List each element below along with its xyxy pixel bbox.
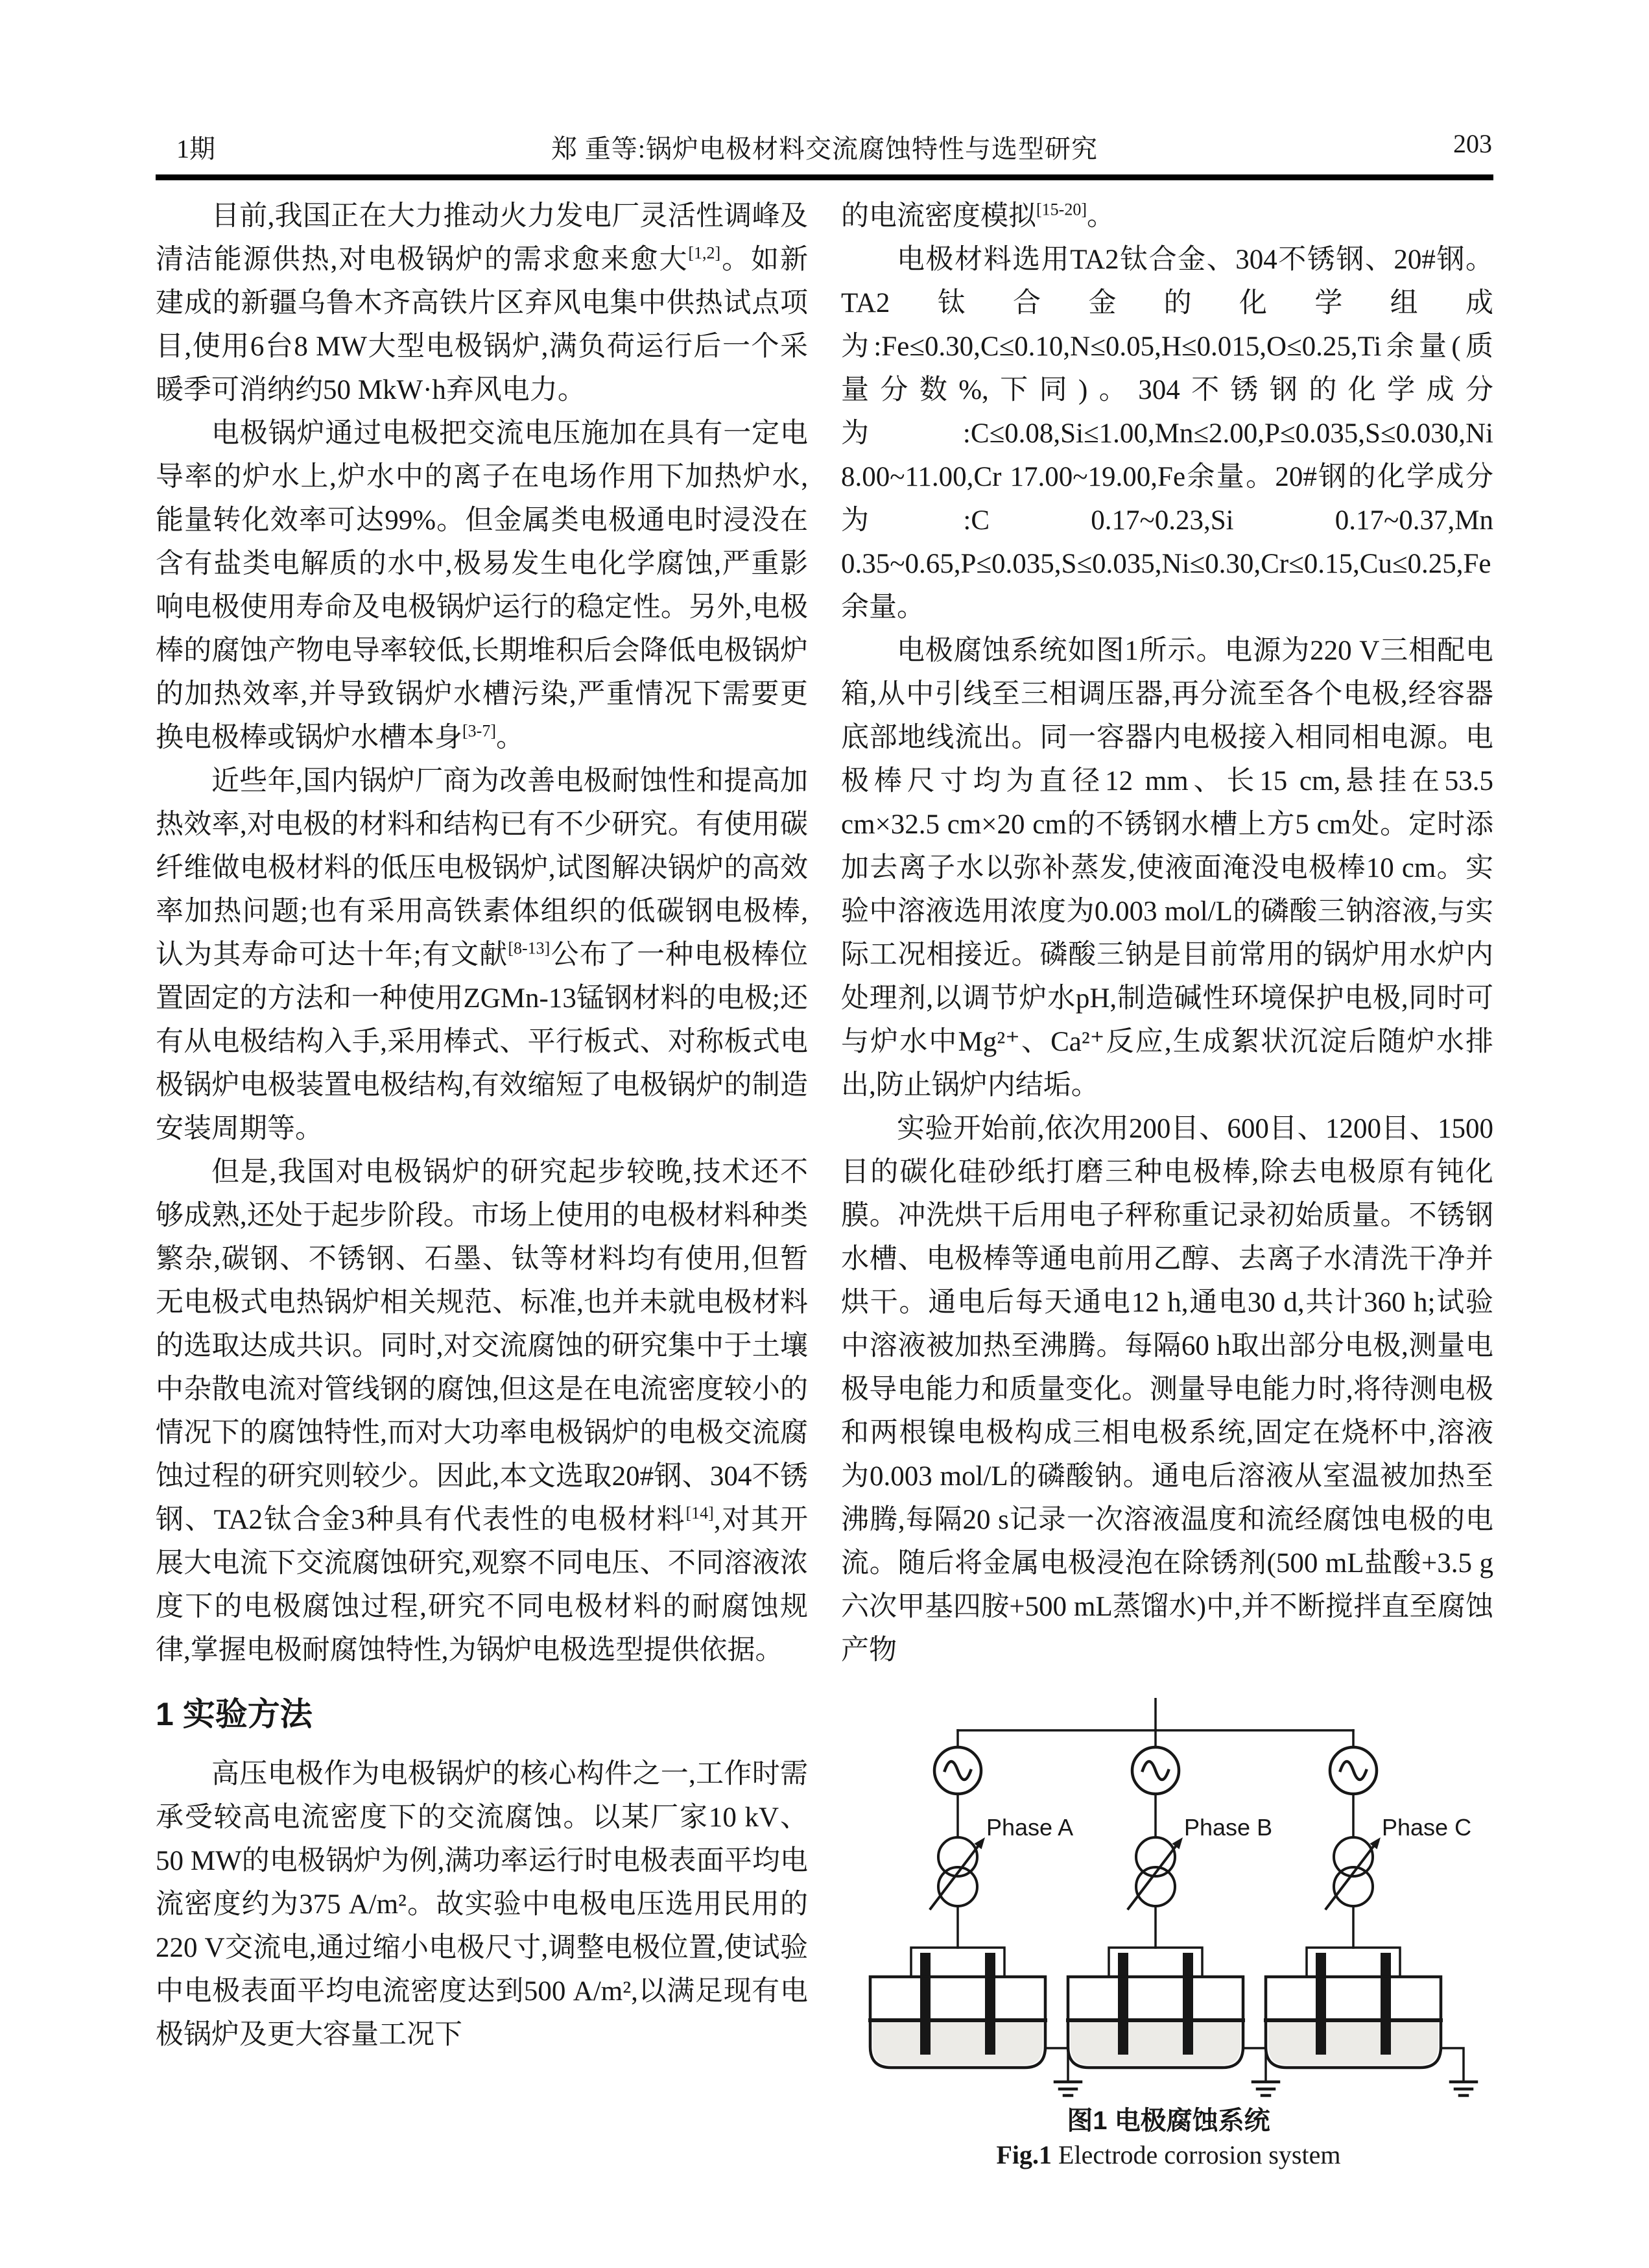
ac-source-icon: [1132, 1747, 1179, 1794]
phase-circuit-c: [1266, 1730, 1477, 2095]
electrode-bar: [1316, 1953, 1326, 2055]
left-column-paragraphs-bottom: [156, 1752, 808, 2057]
ground-icon: [1441, 2048, 1477, 2095]
text-run: 的电流密度模拟: [841, 201, 1036, 232]
section-heading: 1 实验方法: [156, 1696, 313, 1732]
text-run: 电极锅炉通过电极把交流电压施加在具有一定电导率的炉水上,炉水中的离子在电场作用下加热炉水,能量转化效率可达99%。但金属类电极通电时浸没在含有盐类电解质的水中,极易发生电化学腐蚀,严重影响电极使用寿命及电极锅炉运行的稳定性。另外,电极棒的腐蚀产物电导率较低,长期堆积后会降低电极锅炉的加热效率,并导致锅炉水槽污染,严重情况下需要更换电极棒或锅炉水槽本身: [156, 418, 808, 753]
text-run: 近些年,国内锅炉厂商为改善电极耐蚀性和提高加热效率,对电极的材料和结构已有不少研究。有使用碳纤维做电极材料的低压电极锅炉,试图解决锅炉的高效率加热问题;也有采用高铁素体组织的低碳钢电极棒,认为其寿命可达十年;有文献: [156, 766, 808, 970]
electrolyte-tank: [1068, 1948, 1243, 2068]
figure-caption-en-text: Electrode corrosion system: [1058, 2140, 1341, 2169]
text-run: 高压电极作为电极锅炉的核心构件之一,工作时需承受较高电流密度下的交流腐蚀。以某厂家10 kV、50 MW的电极锅炉为例,满功率运行时电极表面平均电流密度约为375 A/m²。故实验中电极电压选用民用的220 V交流电,通过缩小电极尺寸,调整电极位置,使试验中电极表面平均电流密度达到500 A/m²,以满足现有电极锅炉及更大容量工况下: [156, 1759, 808, 2050]
figure-caption-zh-text: 电极腐蚀系统: [1114, 2107, 1270, 2135]
text-run: 实验开始前,依次用200目、600目、1200目、1500目的碳化硅砂纸打磨三种电极棒,除去电极原有钝化膜。冲洗烘干后用电子秤称重记录初始质量。不锈钢水槽、电极棒等通电前用乙醇、去离子水清洗干净并烘干。通电后每天通电12 h,通电30 d,共计360 h;试验中溶液被加热至沸腾。每隔60 h取出部分电极,测量电极导电能力和质量变化。测量导电能力时,将待测电极和两根镍电极构成三相电极系统,固定在烧杯中,溶液为0.003 mol/L的磷酸钠。通电后溶液从室温被加热至沸腾,每隔20 s记录一次溶液温度和流经腐蚀电极的电流。随后将金属电极浸泡在除锈剂(500 mL盐酸+3.5 g六次甲基四胺+500 mL蒸馏水)中,并不断搅拌直至腐蚀产物: [841, 1114, 1493, 1665]
variable-transformer-icon: [931, 1837, 985, 1909]
right-column-paragraphs: [841, 195, 1493, 1672]
ac-source-icon: [934, 1747, 981, 1794]
text-run: 公布了一种电极棒位置固定的方法和一种使用ZGMn-13锰钢材料的电极;还有从电极结构入手,采用棒式、平行板式、对称板式电极锅炉电极装置电极结构,有效缩短了电极锅炉的制造安装周期等。: [156, 940, 809, 1144]
electrode-bar: [920, 1953, 931, 2055]
phase-label: Phase C: [1382, 1814, 1472, 1841]
paragraph: [841, 195, 1493, 238]
paragraph: [841, 629, 1493, 1107]
phase-label: Phase B: [1184, 1814, 1273, 1841]
citation-superscript: [1,2]: [688, 243, 721, 263]
text-run: ,对其开展大电流下交流腐蚀研究,观察不同电压、不同溶液浓度下的电极腐蚀过程,研究不同电极材料的耐腐蚀规律,掌握电极耐腐蚀特性,为锅炉电极选型提供依据。: [156, 1505, 808, 1665]
phase-circuit-b: [1068, 1730, 1279, 2095]
left-column-paragraphs-top: [156, 195, 808, 1672]
electrode-bar: [1381, 1953, 1391, 2055]
text-run: 但是,我国对电极锅炉的研究起步较晚,技术还不够成熟,还处于起步阶段。市场上使用的电极材料种类繁杂,碳钢、不锈钢、石墨、钛等材料均有使用,但暂无电极式电热锅炉相关规范、标准,也并未就电极材料的选取达成共识。同时,对交流腐蚀的研究集中于土壤中杂散电流对管线钢的腐蚀,但这是在电流密度较小的情况下的腐蚀特性,而对大功率电极锅炉的电极交流腐蚀过程的研究则较少。因此,本文选取20#钢、304不锈钢、TA2钛合金3种具有代表性的电极材料: [156, 1157, 808, 1535]
electrolyte-tank: [1266, 1948, 1441, 2068]
citation-superscript: [15-20]: [1036, 200, 1087, 219]
running-title: 郑 重等:锅炉电极材料交流腐蚀特性与选型研究: [551, 134, 1098, 163]
paragraph: [156, 195, 808, 412]
ac-source-icon: [1330, 1747, 1377, 1794]
figure-caption-zh-label: 图1: [1067, 2107, 1108, 2135]
paragraph: [156, 412, 808, 759]
citation-superscript: [3-7]: [462, 721, 496, 741]
page-number: 203: [1453, 129, 1492, 158]
variable-transformer-icon: [1128, 1837, 1183, 1909]
electrode-bar: [985, 1953, 995, 2055]
figure-caption-en: [857, 2138, 1480, 2173]
text-run: 。如新建成的新疆乌鲁木齐高铁片区弃风电集中供热试点项目,使用6台8 MW大型电极锅炉,满负荷运行后一个采暖季可消纳约50 MkW·h弃风电力。: [156, 245, 809, 405]
figure-1-diagram: [857, 1698, 1480, 2100]
figure-caption-en-label: Fig.1: [996, 2140, 1052, 2169]
electrode-bar: [1118, 1953, 1128, 2055]
electrolyte-tank: [870, 1948, 1045, 2068]
paragraph: [156, 1151, 808, 1672]
text-run: 电极腐蚀系统如图1所示。电源为220 V三相配电箱,从中引线至三相调压器,再分流至各个电极,经容器底部地线流出。同一容器内电极接入相同相电源。电极棒尺寸均为直径12 mm、长15 cm,悬挂在53.5 cm×32.5 cm×20 cm的不锈钢水槽上方5 cm处。定时添加去离子水以弥补蒸发,使液面淹没电极棒10 cm。实验中溶液选用浓度为0.003 mol/L的磷酸三钠溶液,与实际工况相接近。磷酸三钠是目前常用的锅炉用水炉内处理剂,以调节炉水pH,制造碱性环境保护电极,同时可与炉水中Mg²⁺、Ca²⁺反应,生成絮状沉淀后随炉水排出,防止锅炉内结垢。: [841, 636, 1493, 1101]
phase-label: Phase A: [986, 1814, 1074, 1841]
figure-1: [857, 1698, 1480, 2173]
left-column: [156, 195, 808, 2057]
header-rule: [156, 174, 1493, 180]
citation-superscript: [14]: [685, 1503, 714, 1523]
paragraph: [841, 238, 1493, 629]
text-run: 。: [495, 722, 524, 753]
text-run: 目前,我国正在大力推动火力发电厂灵活性调峰及清洁能源供热,对电极锅炉的需求愈来愈大: [156, 201, 808, 275]
variable-transformer-icon: [1326, 1837, 1381, 1909]
citation-superscript: [8-13]: [508, 938, 551, 958]
text-run: 电极材料选用TA2钛合金、304不锈钢、20#钢。TA2钛合金的化学组成为:Fe≤0.30,C≤0.10,N≤0.05,H≤0.015,O≤0.25,Ti余量(质量分数%,下同)。304不锈钢的化学成分为:C≤0.08,Si≤1.00,Mn≤2.00,P≤0.035,S≤0.030,Ni 8.00~11.00,Cr 17.00~19.00,Fe余量。20#钢的化学成分为:C 0.17~0.23,Si 0.17~0.37,Mn 0.35~0.65,P≤0.035,S≤0.035,Ni≤0.30,Cr≤0.15,Cu≤0.25,Fe余量。: [841, 245, 1493, 623]
page-header: [156, 128, 1493, 163]
paragraph: [841, 1107, 1493, 1672]
paragraph: [156, 1752, 808, 2057]
right-column: [841, 195, 1493, 1672]
issue-label: 1期: [176, 134, 215, 163]
text-run: 。: [1086, 201, 1115, 232]
paragraph: [156, 759, 808, 1151]
electrode-bar: [1183, 1953, 1193, 2055]
phase-circuit-a: [870, 1730, 1081, 2095]
figure-caption-zh: [857, 2104, 1480, 2138]
